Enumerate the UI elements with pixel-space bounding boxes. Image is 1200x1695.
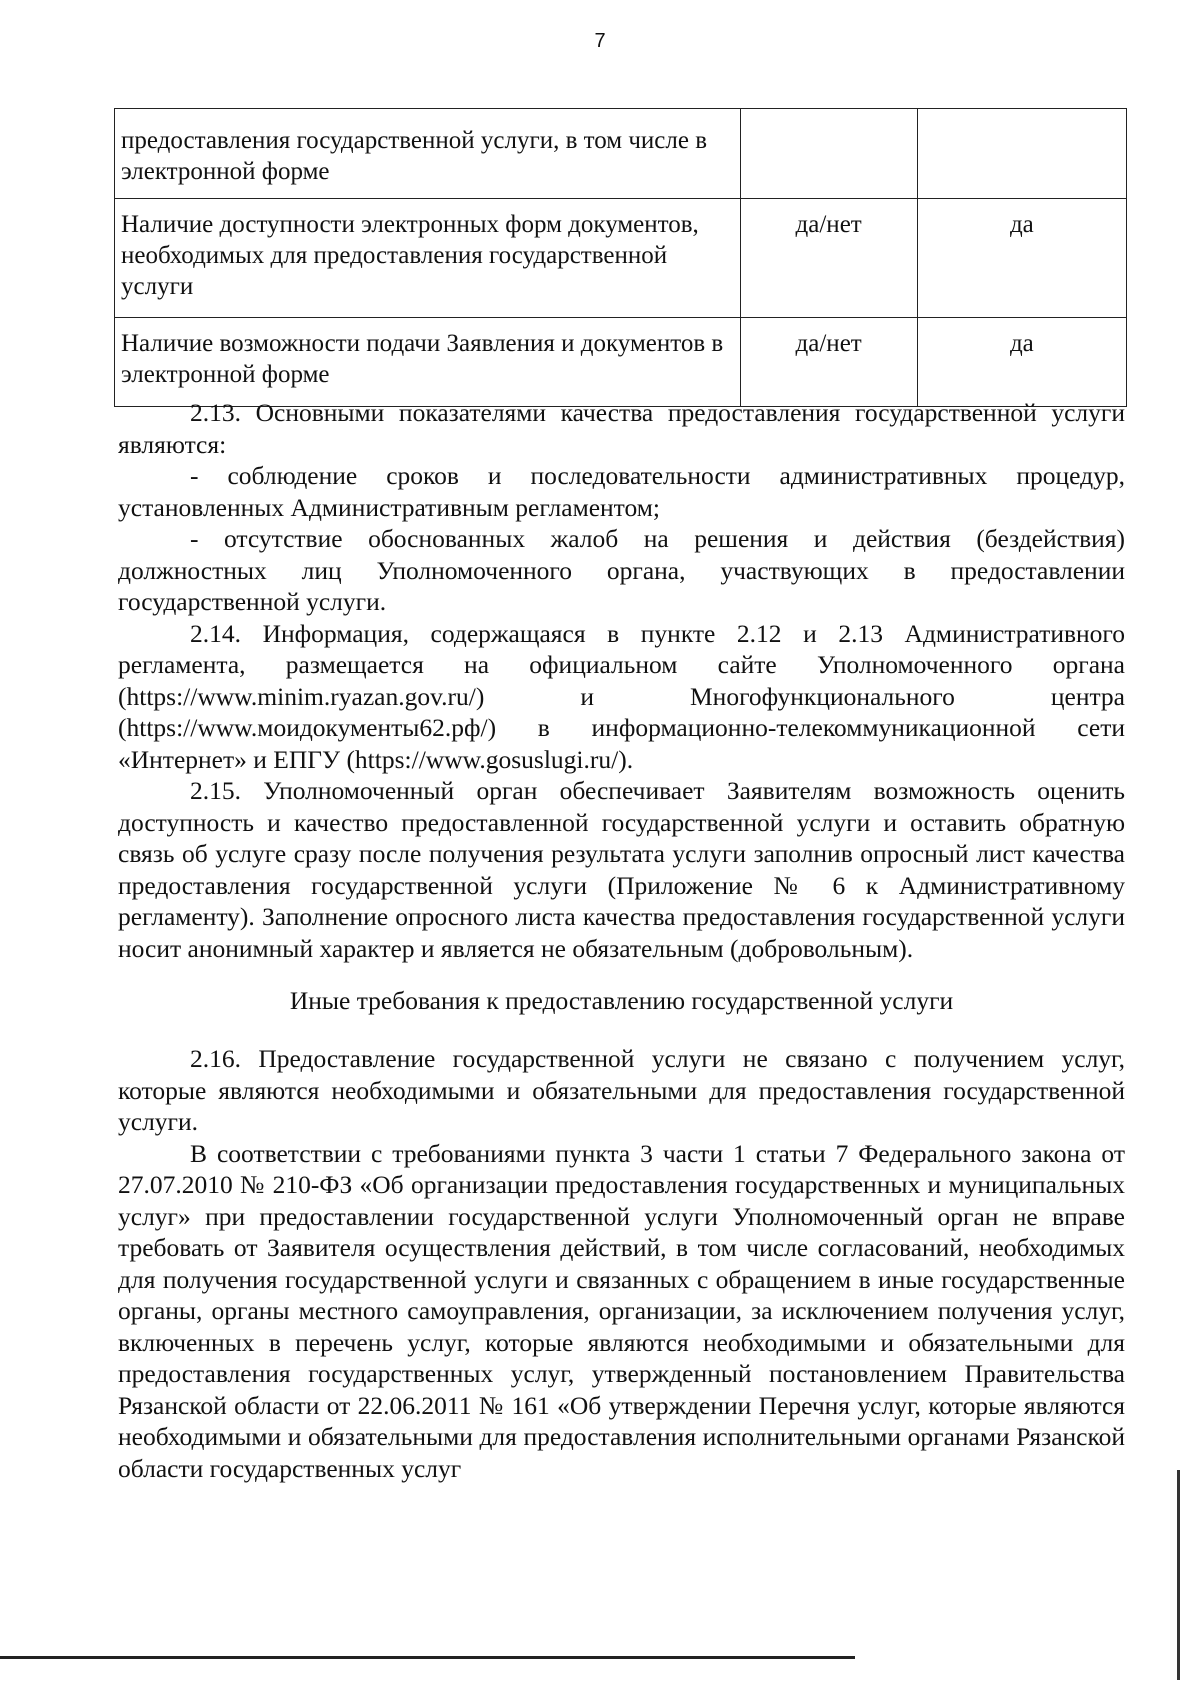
paragraph-item-complaints: - отсутствие обоснованных жалоб на решения и действия (бездействия) должностных лиц Уполномоченного органа, участвующих в предоставлении государственной услуги. [118,524,1125,616]
table-row [115,199,1127,318]
indicator-cell: Наличие возможности подачи Заявления и документов в электронной форме [115,318,741,407]
indicators-table [114,108,1127,407]
footer-rule [0,1656,855,1659]
table-row [115,109,1127,199]
indicator-cell: Наличие доступности электронных форм документов, необходимых для предоставления государственной услуги [115,199,741,318]
unit-cell: да/нет [740,199,917,318]
unit-cell: да/нет [740,318,917,407]
scan-edge-mark [1177,1470,1180,1680]
paragraph-2-13: 2.13. Основными показателями качества предоставления государственной услуги являются: [118,398,1125,459]
paragraph-item-deadlines: - соблюдение сроков и последовательности административных процедур, установленных Административным регламентом; [118,461,1125,522]
indicator-cell: предоставления государственной услуги, в том числе в электронной форме [115,109,741,199]
table-row [115,318,1127,407]
paragraph-2-15: 2.15. Уполномоченный орган обеспечивает Заявителям возможность оценить доступность и качество предоставленной государственной услуги и оставить обратную связь об услуге сразу после получения результата услуги заполнив опросный лист качества предоставления государственной услуги (Приложение № 6 к Административному регламенту). Заполнение опросного листа качества предоставления государственной услуги носит анонимный характер и является не обязательным (добровольным). [118,776,1125,963]
paragraph-2-16: 2.16. Предоставление государственной услуги не связано с получением услуг, которые являются необходимыми и обязательными для предоставления государственной услуги. [118,1044,1125,1136]
value-cell: да [917,199,1126,318]
paragraph-2-14: 2.14. Информация, содержащаяся в пункте 2.12 и 2.13 Административного регламента, размещается на официальном сайте Уполномоченного органа (https://www.minim.ryazan.gov.ru/) и Многофункционального центра (https://www.моидокументы62.рф/) в информационно-телекоммуникационной сети «Интернет» и ЕПГУ (https://www.gosuslugi.ru/). [118,618,1125,774]
body-block-2 [118,1043,1125,1484]
page-number: 7 [594,30,606,52]
value-cell: да [917,318,1126,407]
body-block-1 [118,397,1125,964]
unit-cell [740,109,917,199]
value-cell [917,109,1126,199]
paragraph-federal-law: В соответствии с требованиями пункта 3 части 1 статьи 7 Федерального закона от 27.07.2010 № 210-ФЗ «Об организации предоставления государственных и муниципальных услуг» при предоставлении государственной услуги Уполномоченный орган не вправе требовать от Заявителя осуществления действий, в том числе согласований, необходимых для получения государственной услуги и связанных с обращением в иные государственные органы, органы местного самоуправления, организации, за исключением получения услуг, включенных в перечень услуг, которые являются необходимыми и обязательными для предоставления государственных услуг, утвержденный постановлением Правительства Рязанской области от 22.06.2011 № 161 «Об утверждении Перечня услуг, которые являются необходимыми и обязательными для предоставления исполнительными органами Рязанской области государственных услуг [118,1138,1125,1483]
section-heading: Иные требования к предоставлению государственной услуги [289,986,954,1015]
